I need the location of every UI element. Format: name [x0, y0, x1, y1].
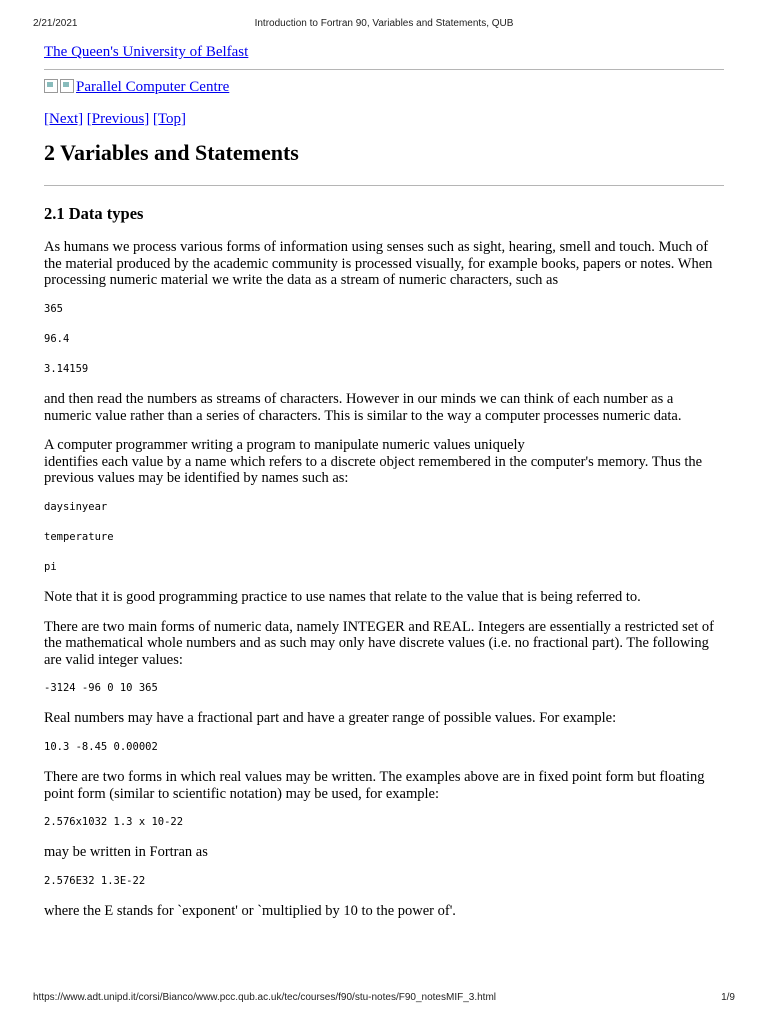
centre-link[interactable]: Parallel Computer Centre [76, 78, 230, 95]
code-line: 3.14159 [44, 362, 89, 375]
paragraph: There are two main forms of numeric data, namely INTEGER and REAL. Integers are essentially a restricted set of the mathematical whole numbers and as such may only have discrete values (i.e. no fractional part). The following are valid integer values: [44, 618, 714, 668]
paragraph: may be written in Fortran as [44, 844, 208, 861]
page-nav [44, 111, 724, 128]
code-line: daysinyear [44, 500, 108, 513]
code-line: 365 [44, 302, 63, 315]
paragraph: There are two forms in which real values may be written. The examples above are in fixed point form but floating point form (similar to scientific notation) may be used, for example: [44, 768, 705, 802]
next-link[interactable]: [Next] [44, 110, 84, 127]
broken-image-icon [44, 79, 58, 93]
centre-banner [44, 79, 724, 99]
section-title: 2.1 Data types [44, 204, 144, 224]
paragraph: where the E stands for `exponent' or `multiplied by 10 to the power of'. [44, 902, 456, 919]
code-line: -3124 -96 0 10 365 [44, 682, 158, 695]
paragraph: Note that it is good programming practice to use names that relate to the value that is being referred to. [44, 588, 641, 605]
code-line: 2.576E32 1.3E-22 [44, 874, 146, 887]
broken-image-icon [60, 79, 74, 93]
code-line: pi [44, 560, 57, 573]
paragraph: and then read the numbers as streams of characters. However in our minds we can think of each number as a numeric value rather than a series of characters. This is similar to the way a computer processes numeric data. [44, 390, 682, 424]
paragraph: As humans we process various forms of information using senses such as sight, hearing, smell and touch. Much of the material produced by the academic community is processed visually, for example books, papers or notes. When processing numeric material we write the data as a stream of numeric characters, such as [44, 239, 713, 289]
chapter-title: 2 Variables and Statements [44, 140, 299, 166]
divider [44, 185, 724, 186]
print-title: Introduction to Fortran 90, Variables and Statements, QUB [254, 18, 514, 29]
divider [44, 69, 724, 70]
print-date: 2/21/2021 [33, 18, 78, 29]
page-number: 1/9 [721, 992, 735, 1003]
paragraph: A computer programmer writing a program to manipulate numeric values uniquely [44, 437, 525, 454]
code-line: 2.576x1032 1.3 x 10-22 [44, 816, 184, 829]
top-link[interactable]: [Top] [152, 110, 187, 127]
paragraph: identifies each value by a name which refers to a discrete object remembered in the computer's memory. Thus the previous values may be identified by names such as: [44, 453, 703, 487]
university-link[interactable]: The Queen's University of Belfast [44, 44, 249, 60]
previous-link[interactable]: [Previous] [86, 110, 150, 127]
paragraph: Real numbers may have a fractional part and have a greater range of possible values. For example: [44, 710, 617, 727]
code-line: temperature [44, 530, 114, 543]
page-content [44, 44, 724, 919]
print-url: https://www.adt.unipd.it/corsi/Bianco/www.pcc.qub.ac.uk/tec/courses/f90/stu-notes/F90_notesMIF_3.html [33, 992, 496, 1003]
code-line: 96.4 [44, 332, 70, 345]
code-line: 10.3 -8.45 0.00002 [44, 740, 158, 753]
